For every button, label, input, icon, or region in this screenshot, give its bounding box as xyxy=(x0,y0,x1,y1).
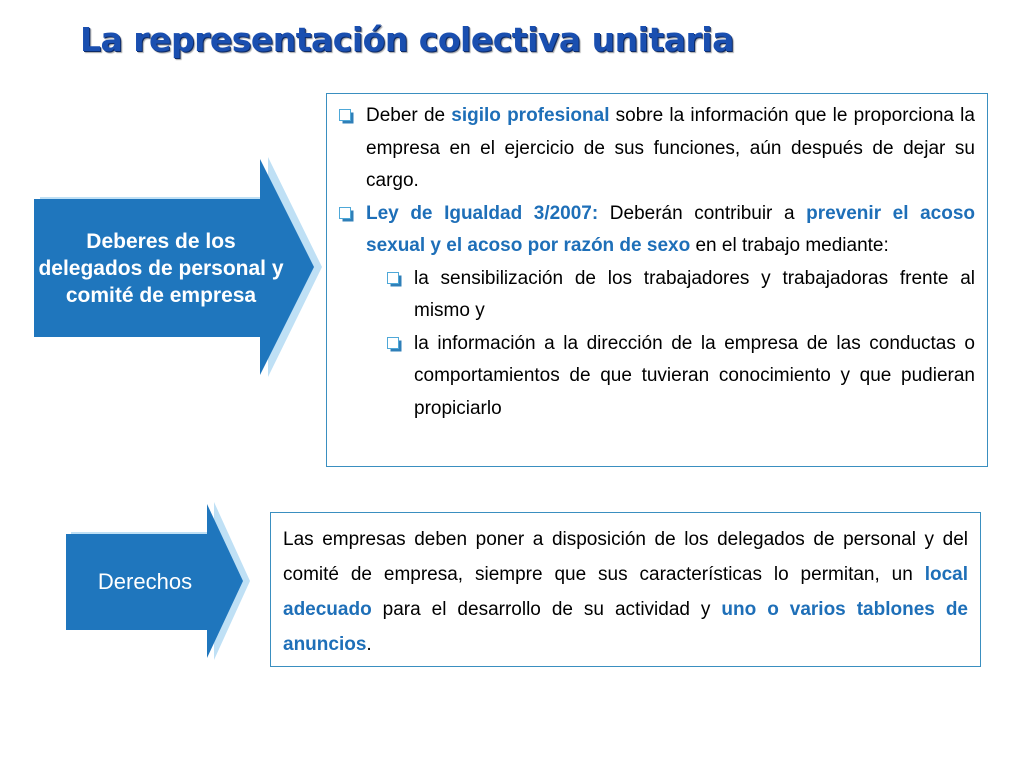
sub-bullet-informacion xyxy=(387,328,975,426)
deberes-arrow xyxy=(32,155,322,380)
bullet-sigilo xyxy=(339,100,975,198)
deberes-box xyxy=(326,93,988,467)
bullet-sigilo-text: Deber de sigilo profesional sobre la información que le proporciona la empresa en el ejercicio de sus funciones, aún después de dejar su cargo. xyxy=(366,105,975,191)
checkbox-bullet-icon xyxy=(339,207,354,222)
checkbox-bullet-icon xyxy=(339,109,354,124)
page-title: La representación colectiva unitaria xyxy=(80,20,734,59)
derechos-arrow xyxy=(64,500,250,662)
sub-bullet-sensibilizacion-text: la sensibilización de los trabajadores y trabajadoras frente al mismo y xyxy=(414,267,975,321)
derechos-text: Las empresas deben poner a disposición de los delegados de personal y del comité de empresa, siempre que sus características lo permitan, un local adecuado para el desarrollo de su actividad y uno o varios tablones de anuncios. xyxy=(283,529,968,655)
deberes-label: Deberes de los delegados de personal y comité de empresa xyxy=(38,229,284,307)
sub-bullet-sensibilizacion xyxy=(387,263,975,328)
sub-bullet-informacion-text: la información a la dirección de la empresa de las conductas o comportamientos de que tuvieran conocimiento y que pudieran propiciarlo xyxy=(414,332,975,419)
derechos-box xyxy=(270,512,981,667)
derechos-label: Derechos xyxy=(97,569,193,594)
bullet-ley-text: Ley de Igualdad 3/2007: Deberán contribuir a prevenir el acoso sexual y el acoso por razón de sexo en el trabajo mediante: xyxy=(366,202,975,256)
bullet-ley-igualdad xyxy=(339,198,975,263)
checkbox-bullet-icon xyxy=(387,272,402,287)
checkbox-bullet-icon xyxy=(387,337,402,352)
